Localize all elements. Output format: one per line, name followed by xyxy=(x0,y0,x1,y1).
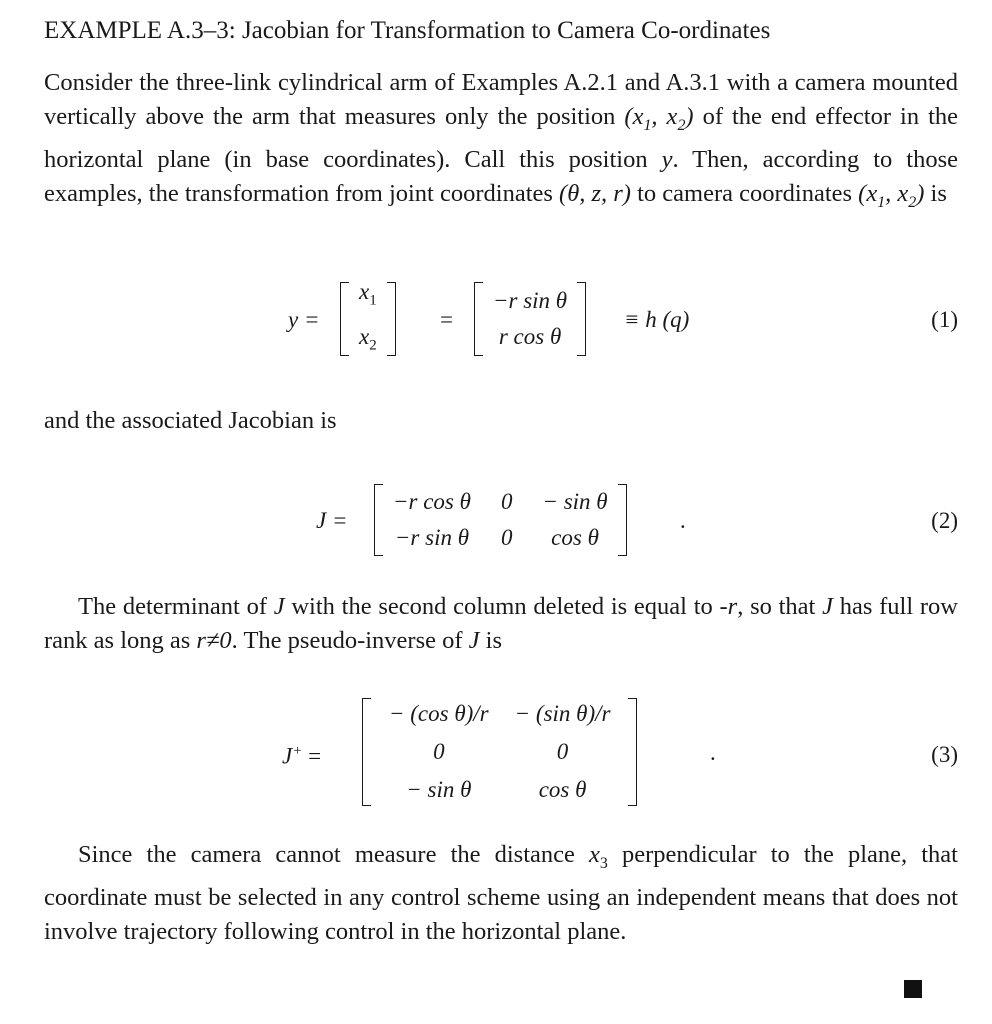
variable-y: y xyxy=(661,145,673,173)
text-run: perpendicular to the plane, that coordinate must be selected in any control scheme using an independent means that does not involve trajectory following control in the horizontal plane. xyxy=(44,841,958,945)
eq1-lhs: y = xyxy=(288,307,320,332)
text-run: The determinant of xyxy=(78,593,274,620)
j23: cos θ xyxy=(551,525,599,550)
j12: 0 xyxy=(500,489,513,514)
paragraph-camera-limitation xyxy=(44,838,958,949)
pseudo-inverse-matrix xyxy=(362,698,637,806)
left-bracket xyxy=(362,698,371,806)
text-run: , x xyxy=(885,179,909,207)
eq1-vector-cells xyxy=(349,273,387,364)
subscript: 1 xyxy=(643,116,652,134)
jacobian-cells xyxy=(383,483,618,557)
eq3-period: . xyxy=(710,740,716,765)
eq3-equals: = xyxy=(308,743,322,769)
text-run: Consider the three-link cylindrical arm of Examples A.2.1 and A.3.1 with a camera mounted vertically above the arm that measures only the position xyxy=(44,69,958,130)
eq2-period: . xyxy=(680,508,686,533)
text-run: of the end effector in the horizontal plane (in base coordinates). Call this position xyxy=(44,103,959,173)
eq3-lhs xyxy=(282,736,321,772)
example-label: EXAMPLE A.3–3: xyxy=(44,17,236,44)
joint-coords: (θ, z, r) xyxy=(559,179,631,207)
jp32: cos θ xyxy=(538,777,587,802)
left-bracket xyxy=(340,282,349,356)
pseudo-inverse-cells xyxy=(371,699,628,805)
eq1-equals: = xyxy=(440,307,453,332)
paragraph-intro xyxy=(44,66,958,220)
variable-j: J xyxy=(468,627,480,654)
variable-x: x xyxy=(589,841,600,868)
variable-j: J xyxy=(273,593,285,620)
eq1-x1: $x_1$ xyxy=(359,279,377,309)
equation-number-2: (2) xyxy=(931,508,958,533)
right-bracket xyxy=(628,698,637,806)
j11: −r cos θ xyxy=(393,489,471,514)
text-run: is xyxy=(479,627,502,654)
eq1-vector-x xyxy=(340,279,396,356)
equation-2 xyxy=(0,482,992,562)
subscript: 2 xyxy=(908,193,917,211)
eq1-r1: −r sin θ xyxy=(493,288,568,313)
text-run: . The pseudo-inverse of xyxy=(231,627,469,654)
text-run: has full row rank as long as xyxy=(44,593,958,654)
text-run: with the second column deleted is equal to xyxy=(284,593,720,620)
j22: 0 xyxy=(500,525,513,550)
eq1-h-of-q: ≡ h (q) xyxy=(624,307,690,332)
text-run: , so that xyxy=(737,593,823,620)
end-of-example-square xyxy=(904,980,922,998)
text-run: ) xyxy=(916,179,925,207)
right-bracket xyxy=(577,282,586,356)
text-run: . Then, according to those examples, the transformation from joint coordinates xyxy=(44,145,959,207)
equation-3 xyxy=(0,696,992,810)
j21: −r sin θ xyxy=(394,525,470,550)
eq1-x2: $x_2$ xyxy=(359,324,377,354)
jp31: − sin θ xyxy=(406,777,472,802)
subscript: 2 xyxy=(677,116,686,134)
equation-number-3: (3) xyxy=(931,742,958,767)
jp22: 0 xyxy=(556,739,569,764)
paragraph-jacobian-intro: and the associated Jacobian is xyxy=(44,407,337,434)
equation-number-1: (1) xyxy=(931,307,958,332)
jp12: − (sin θ)/r xyxy=(514,701,611,726)
variable-neg-r: -r xyxy=(719,593,738,620)
subscript: 3 xyxy=(599,854,608,872)
jp21: 0 xyxy=(433,739,445,764)
eq3-j: J xyxy=(282,743,293,769)
eq2-lhs: J = xyxy=(316,508,348,533)
eq1-rhs-cells xyxy=(483,282,577,356)
jacobian-matrix xyxy=(374,484,627,556)
text-run: ) xyxy=(685,103,694,130)
eq3-plus-superscript: + xyxy=(292,743,303,759)
text-run: Since the camera cannot measure the distance xyxy=(78,841,589,868)
j13: − sin θ xyxy=(542,489,608,514)
text-run: (x xyxy=(858,179,878,207)
equation-1 xyxy=(0,280,992,360)
subscript: 1 xyxy=(877,193,886,211)
right-bracket xyxy=(618,484,627,556)
eq1-r2: r cos θ xyxy=(498,324,562,349)
condition-r-nonzero: r≠0 xyxy=(196,627,232,654)
text-run: to camera coordinates xyxy=(630,179,859,207)
variable-j: J xyxy=(822,593,833,620)
left-bracket xyxy=(374,484,383,556)
example-heading xyxy=(44,14,964,48)
right-bracket xyxy=(387,282,396,356)
text-run: is xyxy=(924,179,947,207)
text-run: (x xyxy=(624,103,644,130)
text-run: , x xyxy=(651,103,678,130)
paragraph-determinant xyxy=(44,590,958,658)
left-bracket xyxy=(474,282,483,356)
jp11: − (cos θ)/r xyxy=(389,701,489,726)
eq1-vector-rhs xyxy=(474,282,586,356)
example-title: Jacobian for Transformation to Camera Co-ordinates xyxy=(241,17,771,44)
